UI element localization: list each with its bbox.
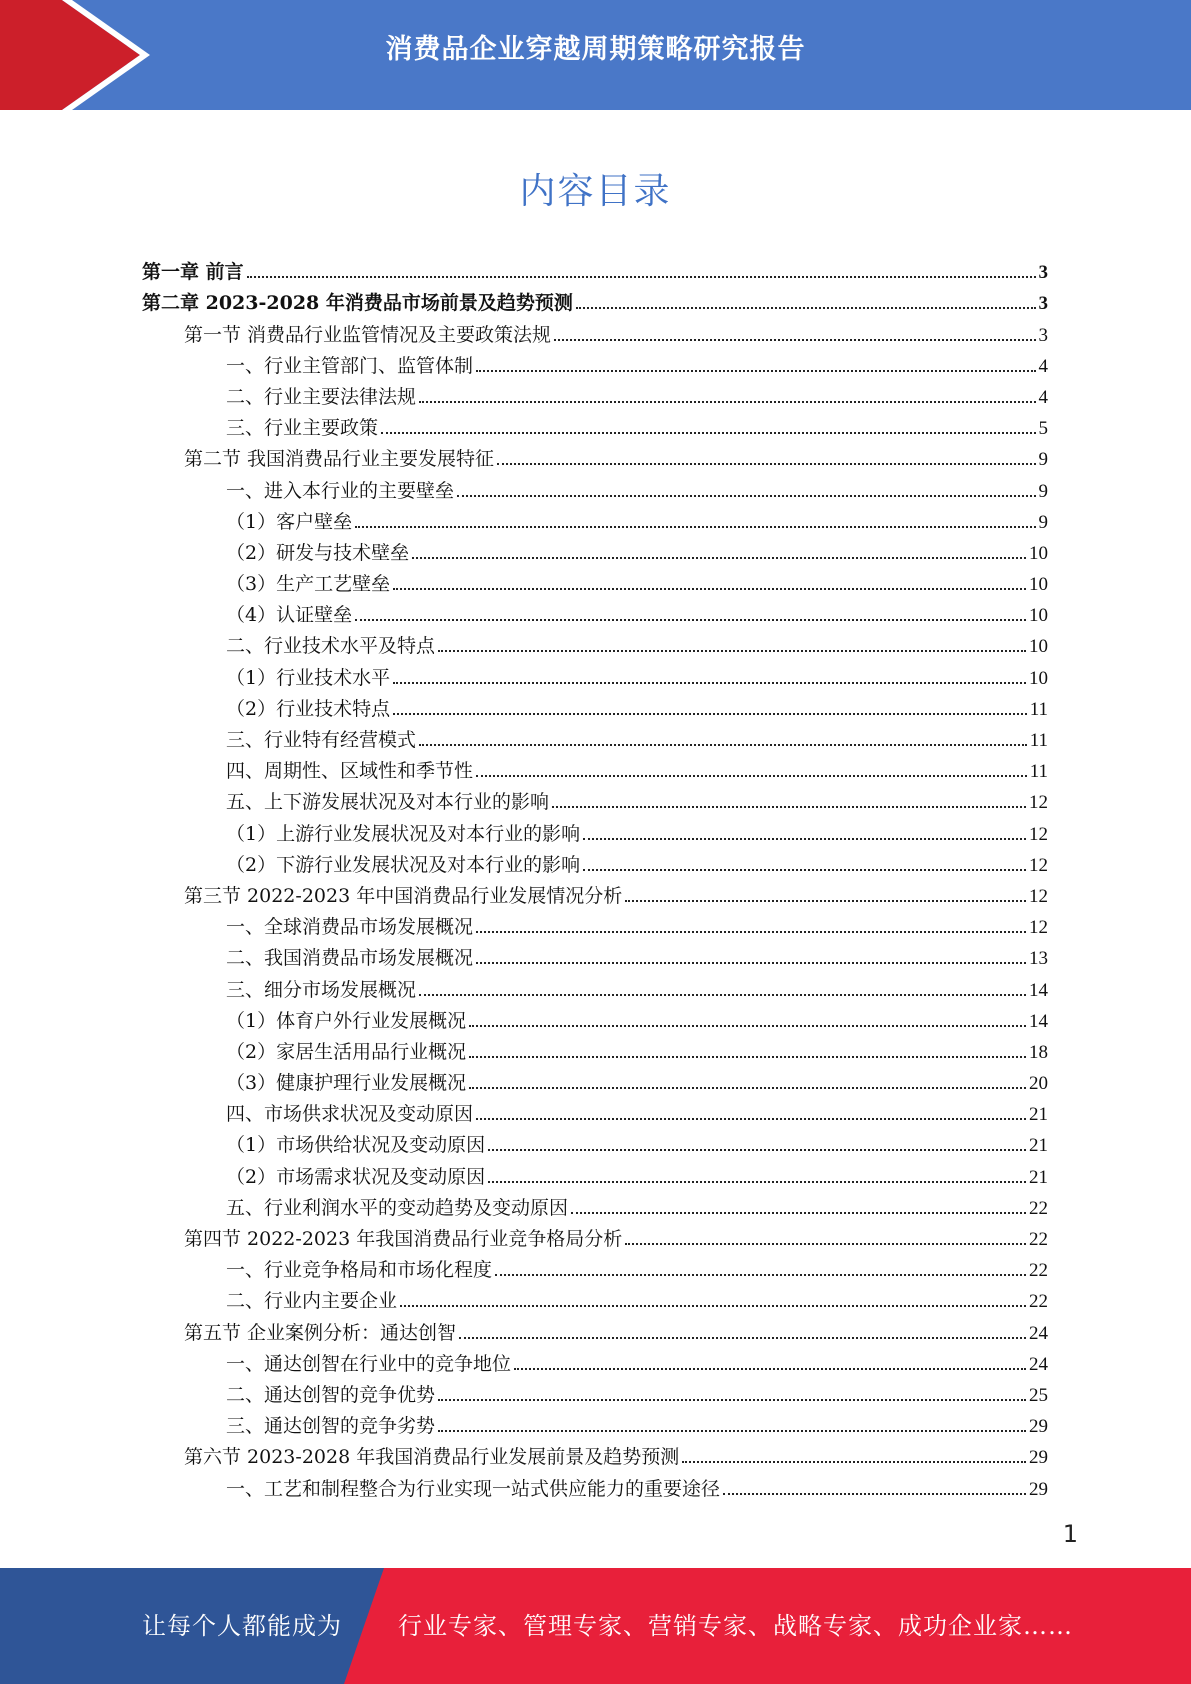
toc-entry-page: 11 bbox=[1029, 698, 1048, 720]
toc-entry-page: 12 bbox=[1029, 885, 1048, 907]
toc-leader-dots bbox=[438, 1399, 1026, 1401]
footer-band bbox=[0, 1568, 1191, 1684]
toc-entry-title: （2）行业技术特点 bbox=[226, 697, 391, 720]
toc-leader-dots bbox=[488, 1149, 1026, 1151]
toc-entry-page: 29 bbox=[1029, 1478, 1048, 1500]
toc-entry[interactable] bbox=[142, 783, 1048, 814]
toc-entry[interactable] bbox=[142, 721, 1048, 752]
toc-leader-dots bbox=[419, 401, 1035, 403]
toc-entry-title: （1）上游行业发展状况及对本行业的影响 bbox=[226, 822, 581, 845]
toc-entry[interactable] bbox=[142, 409, 1048, 440]
toc-entry-title: 第六节 2023-2028 年我国消费品行业发展前景及趋势预测 bbox=[184, 1446, 680, 1469]
toc-leader-dots bbox=[469, 1025, 1026, 1027]
toc-leader-dots bbox=[457, 495, 1035, 497]
toc-entry-title: 三、行业主要政策 bbox=[226, 417, 379, 440]
toc-entry-page: 21 bbox=[1029, 1135, 1048, 1157]
toc-leader-dots bbox=[723, 1493, 1026, 1495]
toc-entry[interactable] bbox=[142, 1157, 1048, 1188]
toc-entry-title: （2）家居生活用品行业概况 bbox=[226, 1040, 467, 1063]
toc-entry[interactable] bbox=[142, 752, 1048, 783]
toc-entry-title: 三、行业特有经营模式 bbox=[226, 729, 417, 751]
toc-entry-page: 10 bbox=[1029, 542, 1048, 564]
toc-entry-page: 3 bbox=[1038, 293, 1048, 315]
toc-entry-page: 4 bbox=[1038, 355, 1048, 377]
toc-leader-dots bbox=[476, 775, 1027, 777]
toc-entry-page: 24 bbox=[1029, 1322, 1048, 1344]
toc-entry-title: （2）研发与技术壁垒 bbox=[226, 541, 410, 564]
toc-entry-title: 四、周期性、区域性和季节性 bbox=[226, 760, 474, 783]
toc-leader-dots bbox=[355, 619, 1026, 621]
toc-leader-dots bbox=[469, 1056, 1026, 1058]
toc-leader-dots bbox=[552, 806, 1026, 808]
toc-entry[interactable] bbox=[142, 1002, 1048, 1033]
toc-entry-page: 10 bbox=[1029, 605, 1048, 627]
toc-leader-dots bbox=[393, 682, 1026, 684]
toc-entry-page: 11 bbox=[1029, 761, 1048, 783]
toc-entry[interactable] bbox=[142, 503, 1048, 534]
toc-entry[interactable] bbox=[142, 814, 1048, 845]
toc-leader-dots bbox=[419, 744, 1027, 746]
toc-heading: 内容目录 bbox=[519, 171, 672, 212]
toc-leader-dots bbox=[381, 432, 1035, 434]
toc-entry[interactable] bbox=[142, 939, 1048, 970]
toc-entry-page: 9 bbox=[1038, 480, 1048, 502]
toc-entry-page: 12 bbox=[1029, 823, 1048, 845]
toc-entry-page: 3 bbox=[1038, 324, 1048, 346]
toc-entry[interactable] bbox=[142, 1376, 1048, 1407]
toc-entry-page: 22 bbox=[1029, 1260, 1048, 1282]
toc-entry[interactable] bbox=[142, 284, 1048, 315]
toc-leader-dots bbox=[469, 1087, 1026, 1089]
toc-entry[interactable] bbox=[142, 1126, 1048, 1157]
toc-entry-page: 12 bbox=[1029, 917, 1048, 939]
toc-entry-page: 14 bbox=[1029, 1010, 1048, 1032]
toc-entry-title: 第二章 2023-2028 年消费品市场前景及趋势预测 bbox=[142, 292, 573, 315]
header-band bbox=[0, 0, 1191, 110]
toc-entry-title: 二、通达创智的竞争优势 bbox=[226, 1383, 436, 1406]
toc-entry[interactable] bbox=[142, 1251, 1048, 1282]
toc-leader-dots bbox=[576, 307, 1036, 309]
toc-leader-dots bbox=[476, 370, 1035, 372]
toc-entry-title: （1）客户壁垒 bbox=[226, 510, 353, 533]
toc-entry-page: 4 bbox=[1038, 386, 1048, 408]
toc-entry-page: 5 bbox=[1038, 418, 1048, 440]
toc-leader-dots bbox=[393, 713, 1027, 715]
toc-leader-dots bbox=[247, 276, 1036, 278]
toc-entry-title: 一、行业竞争格局和市场化程度 bbox=[226, 1259, 493, 1282]
toc-entry-title: 四、市场供求状况及变动原因 bbox=[226, 1103, 474, 1126]
toc-leader-dots bbox=[583, 869, 1026, 871]
toc-leader-dots bbox=[625, 1243, 1026, 1245]
toc-entry[interactable] bbox=[142, 1469, 1048, 1500]
toc-leader-dots bbox=[459, 1337, 1026, 1339]
toc-leader-dots bbox=[476, 1118, 1026, 1120]
toc-entry-title: 一、全球消费品市场发展概况 bbox=[226, 916, 474, 939]
toc-entry-page: 21 bbox=[1029, 1166, 1048, 1188]
toc-entry-title: （3）生产工艺壁垒 bbox=[226, 573, 391, 596]
toc-entry-title: 二、行业技术水平及特点 bbox=[226, 635, 436, 658]
toc-entry[interactable] bbox=[142, 378, 1048, 409]
toc-leader-dots bbox=[625, 900, 1026, 902]
toc-entry[interactable] bbox=[142, 440, 1048, 471]
toc-entry-title: （1）市场供给状况及变动原因 bbox=[226, 1134, 486, 1157]
toc-entry[interactable] bbox=[142, 347, 1048, 378]
toc-leader-dots bbox=[514, 1368, 1026, 1370]
toc-entry[interactable] bbox=[142, 1189, 1048, 1220]
toc-entry[interactable] bbox=[142, 253, 1048, 284]
toc-entry[interactable] bbox=[142, 1220, 1048, 1251]
toc-entry-page: 9 bbox=[1038, 449, 1048, 471]
toc-entry[interactable] bbox=[142, 1064, 1048, 1095]
toc-entry-page: 12 bbox=[1029, 854, 1048, 876]
toc-leader-dots bbox=[497, 463, 1035, 465]
toc-entry[interactable] bbox=[142, 596, 1048, 627]
toc-entry-page: 9 bbox=[1038, 511, 1048, 533]
footer-slogan-left: 让每个人都能成为 bbox=[142, 1612, 342, 1640]
toc-entry-page: 11 bbox=[1029, 730, 1048, 751]
toc-leader-dots bbox=[438, 650, 1026, 652]
toc-entry-title: 第四节 2022-2023 年我国消费品行业竞争格局分析 bbox=[184, 1228, 623, 1250]
toc-entry-title: （4）认证壁垒 bbox=[226, 604, 353, 627]
toc-leader-dots bbox=[488, 1181, 1026, 1183]
toc-entry[interactable] bbox=[142, 658, 1048, 689]
toc-entry-title: 五、上下游发展状况及对本行业的影响 bbox=[226, 791, 550, 814]
report-title: 消费品企业穿越周期策略研究报告 bbox=[385, 34, 806, 65]
toc-entry[interactable] bbox=[142, 1282, 1048, 1313]
toc-entry[interactable] bbox=[142, 690, 1048, 721]
table-of-contents bbox=[142, 253, 1048, 1501]
toc-entry[interactable] bbox=[142, 565, 1048, 596]
toc-leader-dots bbox=[400, 1305, 1026, 1307]
toc-entry-title: （2）下游行业发展状况及对本行业的影响 bbox=[226, 853, 581, 876]
toc-entry-title: 二、行业主要法律法规 bbox=[226, 385, 417, 408]
toc-entry-page: 20 bbox=[1029, 1073, 1048, 1095]
toc-entry-page: 22 bbox=[1029, 1197, 1048, 1219]
toc-entry-title: 五、行业利润水平的变动趋势及变动原因 bbox=[226, 1196, 569, 1219]
toc-entry-title: （2）市场需求状况及变动原因 bbox=[226, 1165, 486, 1188]
toc-entry[interactable] bbox=[142, 970, 1048, 1001]
toc-entry-title: 第一节 消费品行业监管情况及主要政策法规 bbox=[184, 323, 552, 346]
toc-entry[interactable] bbox=[142, 315, 1048, 346]
toc-entry[interactable] bbox=[142, 846, 1048, 877]
toc-entry-title: 一、通达创智在行业中的竞争地位 bbox=[226, 1352, 512, 1375]
toc-entry-page: 29 bbox=[1029, 1447, 1048, 1469]
toc-leader-dots bbox=[393, 588, 1026, 590]
toc-entry-page: 25 bbox=[1029, 1384, 1048, 1406]
toc-entry-page: 12 bbox=[1029, 792, 1048, 814]
toc-entry-page: 13 bbox=[1029, 948, 1048, 970]
footer-slogan-right: 行业专家、管理专家、营销专家、战略专家、成功企业家…… bbox=[398, 1612, 1073, 1640]
toc-leader-dots bbox=[438, 1430, 1026, 1432]
toc-entry[interactable] bbox=[142, 627, 1048, 658]
toc-entry-page: 10 bbox=[1029, 636, 1048, 658]
toc-entry[interactable] bbox=[142, 1033, 1048, 1064]
toc-entry[interactable] bbox=[142, 1313, 1048, 1344]
toc-leader-dots bbox=[355, 526, 1035, 528]
toc-entry[interactable] bbox=[142, 1407, 1048, 1438]
toc-entry[interactable] bbox=[142, 1345, 1048, 1376]
toc-leader-dots bbox=[682, 1461, 1026, 1463]
toc-entry-page: 18 bbox=[1029, 1041, 1048, 1063]
toc-entry-page: 22 bbox=[1029, 1229, 1048, 1250]
toc-entry-title: （1）体育户外行业发展概况 bbox=[226, 1009, 467, 1032]
toc-leader-dots bbox=[476, 931, 1026, 933]
toc-entry-title: （1）行业技术水平 bbox=[226, 666, 391, 689]
toc-entry-title: （3）健康护理行业发展概况 bbox=[226, 1072, 467, 1095]
page-number: 1 bbox=[1062, 1520, 1078, 1548]
toc-entry-page: 21 bbox=[1029, 1104, 1048, 1126]
toc-entry-page: 10 bbox=[1029, 574, 1048, 596]
toc-leader-dots bbox=[583, 838, 1026, 840]
toc-entry-page: 14 bbox=[1029, 979, 1048, 1001]
toc-leader-dots bbox=[412, 557, 1026, 559]
toc-entry-page: 10 bbox=[1029, 667, 1048, 689]
toc-entry-page: 22 bbox=[1029, 1291, 1048, 1313]
toc-entry-title: 第三节 2022-2023 年中国消费品行业发展情况分析 bbox=[184, 884, 623, 907]
toc-entry-title: 一、进入本行业的主要壁垒 bbox=[226, 479, 455, 502]
toc-entry-title: 一、行业主管部门、监管体制 bbox=[226, 354, 474, 377]
toc-leader-dots bbox=[419, 994, 1026, 996]
toc-leader-dots bbox=[571, 1212, 1026, 1214]
toc-entry-page: 24 bbox=[1029, 1353, 1048, 1375]
toc-entry-title: 第二节 我国消费品行业主要发展特征 bbox=[184, 448, 495, 471]
toc-entry-title: 一、工艺和制程整合为行业实现一站式供应能力的重要途径 bbox=[226, 1477, 721, 1500]
toc-entry[interactable] bbox=[142, 534, 1048, 565]
toc-entry[interactable] bbox=[142, 877, 1048, 908]
toc-entry-title: 第一章 前言 bbox=[142, 261, 244, 284]
toc-entry-title: 三、细分市场发展概况 bbox=[226, 978, 417, 1001]
toc-entry-title: 第五节 企业案例分析：通达创智 bbox=[184, 1321, 457, 1344]
toc-entry[interactable] bbox=[142, 471, 1048, 502]
toc-entry-page: 29 bbox=[1029, 1416, 1048, 1438]
toc-entry-title: 二、行业内主要企业 bbox=[226, 1290, 398, 1313]
toc-leader-dots bbox=[495, 1274, 1026, 1276]
toc-entry[interactable] bbox=[142, 1438, 1048, 1469]
toc-leader-dots bbox=[476, 962, 1026, 964]
toc-leader-dots bbox=[554, 339, 1035, 341]
toc-entry-page: 3 bbox=[1038, 262, 1048, 284]
toc-entry-title: 二、我国消费品市场发展概况 bbox=[226, 947, 474, 970]
toc-entry[interactable] bbox=[142, 908, 1048, 939]
toc-entry-title: 三、通达创智的竞争劣势 bbox=[226, 1415, 436, 1438]
toc-entry[interactable] bbox=[142, 1095, 1048, 1126]
